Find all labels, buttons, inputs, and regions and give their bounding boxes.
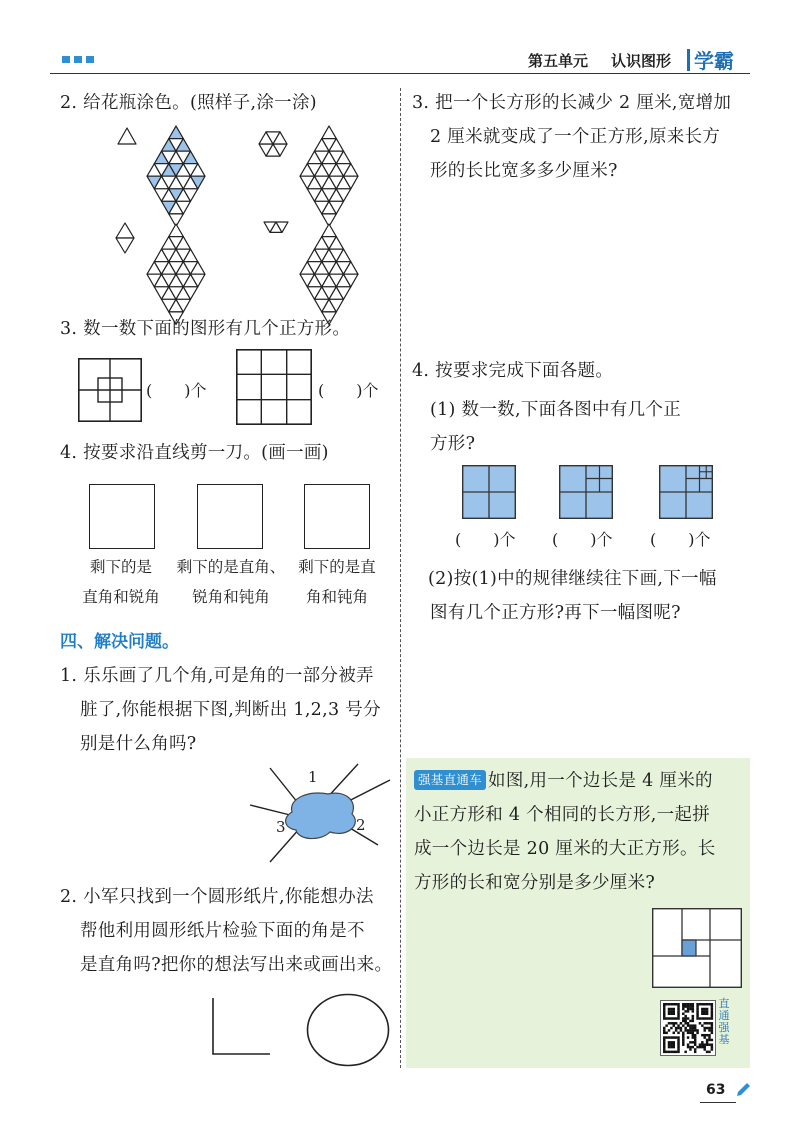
header-unit: 第五单元 <box>528 52 589 70</box>
challenge-tag: 强基直通车 <box>414 770 486 790</box>
ink-stain <box>286 793 356 839</box>
vase-triangle[interactable] <box>322 224 337 237</box>
vase-triangle[interactable] <box>169 224 184 237</box>
q4-square-2[interactable] <box>197 484 263 549</box>
challenge-text: 强基直通车 如图,用一个边长是 4 厘米的 小正方形和 4 个相同的长方形,一起拼 成一个边长是 20 厘米的大正方形。长 方形的长和宽分别是多少厘米? <box>414 771 716 893</box>
q3-blank-2[interactable]: ( )个 <box>318 381 379 400</box>
footer-rule <box>700 1102 736 1103</box>
vase-triangle[interactable] <box>322 126 337 139</box>
pattern-triangle[interactable] <box>118 128 136 144</box>
r4-figure-1 <box>462 465 516 519</box>
q3-blank-1[interactable]: ( )个 <box>146 381 207 400</box>
angle-label-2: 2 <box>356 816 366 834</box>
s2-text: 2. 小军只找到一个圆形纸片,你能想办法 帮他利用圆形纸片检验下面的角是不 是直角吗?把你的想法写出来或画出来。 <box>60 887 393 975</box>
vase-triangle[interactable] <box>169 126 184 139</box>
pencil-icon <box>735 1082 751 1098</box>
q4-square-3[interactable] <box>304 484 370 549</box>
right-angle-figure <box>212 998 274 1058</box>
r3-text: 3. 把一个长方形的长减少 2 厘米,宽增加 2 厘米就变成了一个正方形,原来长方 形的长比宽多多少厘米? <box>412 93 732 181</box>
r4-blank-2[interactable]: ( )个 <box>552 530 613 549</box>
q4-caption-1: 剩下的是 直角和锐角 <box>82 558 160 606</box>
r4-blank-1[interactable]: ( )个 <box>455 530 516 549</box>
pattern-rhombus-top[interactable] <box>116 223 134 238</box>
q4-square-1[interactable] <box>89 484 155 549</box>
section-title: 四、解决问题。 <box>60 632 179 652</box>
r4-figure-3 <box>659 465 713 519</box>
r4-title: 4. 按要求完成下面各题。 <box>412 361 614 381</box>
r4-blank-3[interactable]: ( )个 <box>650 530 711 549</box>
q2-title: 2. 给花瓶涂色。(照样子,涂一涂) <box>60 93 317 113</box>
s1-text: 1. 乐乐画了几个角,可是角的一部分被弄 脏了,你能根据下图,判断出 1,2,3 号分 别是什么角吗? <box>60 666 381 754</box>
r4-part2: (2)按(1)中的规律继续往下画,下一幅 图有几个正方形?再下一幅图呢? <box>428 569 717 623</box>
q3-figure-b <box>236 349 312 425</box>
r4-figure-2 <box>559 465 613 519</box>
qr-code[interactable] <box>660 1000 716 1056</box>
angle-label-3: 3 <box>276 818 286 836</box>
paper-circle <box>306 993 390 1067</box>
qr-pattern <box>663 1003 713 1053</box>
r4-part1: (1) 数一数,下面各图中有几个正 方形? <box>430 400 682 454</box>
angles-figure <box>240 760 400 860</box>
q4-caption-2: 剩下的是直角、 锐角和钝角 <box>176 558 286 606</box>
pattern-rhombus-bottom[interactable] <box>116 238 134 253</box>
tiling-figure <box>652 908 742 988</box>
angle-label-1: 1 <box>308 768 318 786</box>
q4-title: 4. 按要求沿直线剪一刀。(画一画) <box>60 443 329 463</box>
header-topic: 认识图形 <box>611 52 672 70</box>
qr-label: 直通强基 <box>718 997 730 1046</box>
q3-figure-a <box>78 358 142 422</box>
brand-logo: 学霸 <box>694 49 734 73</box>
q3-title: 3. 数一数下面的图形有几个正方形。 <box>60 319 351 339</box>
q4-caption-3: 剩下的是直 角和钝角 <box>298 558 376 606</box>
page-number: 63 <box>706 1082 726 1098</box>
